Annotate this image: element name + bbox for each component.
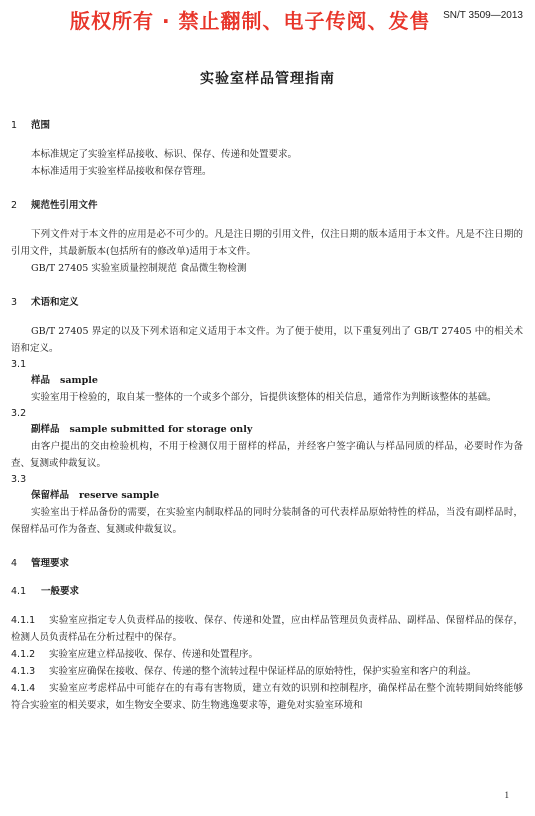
term-definition: 由客户提出的交由检验机构，不用于检测仅用于留样的样品，并经客户签字确认与样品同质的样品，必要时作为备查、复测或仲裁复议。 — [11, 441, 523, 469]
clause-number: 4.1.1 — [11, 615, 36, 626]
term-number: 3.3 — [11, 474, 27, 485]
section-title: 术语和定义 — [31, 297, 79, 308]
section-number: 1 — [11, 120, 18, 131]
copyright-watermark: 版权所有 · 禁止翻制、电子传阅、发售 — [70, 9, 431, 33]
term-definition: 实验室出于样品备份的需要，在实验室内制取样品的同时分装制备的可代表样品原始特性的样品，当没有副样品时，保留样品可作为备查、复测或仲裁复议。 — [11, 507, 523, 535]
term-entry — [11, 487, 523, 504]
section-number: 3 — [11, 297, 18, 308]
clause-text: 实验室应建立样品接收、保存、传递和处置程序。 — [49, 649, 259, 660]
term-zh: 保留样品 — [31, 490, 70, 501]
clause-number: 4.1.4 — [11, 683, 36, 694]
section-number: 2 — [11, 200, 18, 211]
subsection-number: 4.1 — [11, 586, 27, 597]
term-number: 3.2 — [11, 408, 27, 419]
clause-text: 实验室应确保在接收、保存、传递的整个流转过程中保证样品的原始特性，保护实验室和客户的利益。 — [49, 666, 477, 677]
clause-number: 4.1.2 — [11, 649, 36, 660]
section-3-heading — [11, 295, 523, 310]
subsection-title: 一般要求 — [41, 586, 80, 597]
clause-4-1-1 — [11, 612, 523, 646]
paragraph: 本标准适用于实验室样品接收和保存管理。 — [31, 166, 212, 177]
standard-number: SN/T 3509—2013 — [443, 10, 523, 21]
section-4-heading — [11, 556, 523, 571]
term-en: sample — [60, 375, 98, 386]
clause-text: 实验室应考虑样品中可能存在的有毒有害物质，建立有效的识别和控制程序，确保样品在整个流转期间始终能够符合实验室的相关要求，如生物安全要求、防生物逃逸要求等，避免对实验室环境和 — [11, 683, 523, 711]
term-definition: 实验室用于检验的，取自某一整体的一个或多个部分，旨提供该整体的相关信息，通常作为判断该整体的基础。 — [31, 392, 497, 403]
section-title: 规范性引用文件 — [31, 200, 98, 211]
section-2-heading — [11, 198, 523, 213]
term-en: sample submitted for storage only — [69, 424, 253, 435]
subsection-4-1-heading — [11, 584, 523, 599]
paragraph: 下列文件对于本文件的应用是必不可少的。凡是注日期的引用文件，仅注日期的版本适用于本文件。凡是不注日期的引用文件，其最新版本(包括所有的修改单)适用于本文件。 — [11, 229, 523, 257]
page-number: 1 — [504, 790, 509, 800]
section-1-heading — [11, 118, 523, 133]
clause-4-1-2 — [11, 646, 523, 663]
clause-4-1-3 — [11, 663, 523, 680]
term-entry — [11, 372, 523, 389]
section-title: 管理要求 — [31, 558, 70, 569]
term-number: 3.1 — [11, 359, 27, 370]
term-zh: 样品 — [31, 375, 51, 386]
normative-reference: GB/T 27405 实验室质量控制规范 食品微生物检测 — [31, 263, 247, 274]
document-body — [11, 118, 523, 714]
section-title: 范围 — [31, 120, 51, 131]
paragraph: GB/T 27405 界定的以及下列术语和定义适用于本文件。为了便于使用，以下重复列出了 GB/T 27405 中的相关术语和定义。 — [11, 326, 523, 354]
paragraph: 本标准规定了实验室样品接收、标识、保存、传递和处置要求。 — [31, 149, 298, 160]
document-title: 实验室样品管理指南 — [200, 71, 335, 87]
clause-4-1-4 — [11, 680, 523, 714]
section-number: 4 — [11, 558, 18, 569]
term-en: reserve sample — [79, 490, 160, 501]
term-zh: 副样品 — [31, 424, 60, 435]
clause-text: 实验室应指定专人负责样品的接收、保存、传递和处置，应由样品管理员负责样品、副样品、保留样品的保存，检测人员负责样品在分析过程中的保存。 — [11, 615, 523, 643]
term-entry — [11, 421, 523, 438]
clause-number: 4.1.3 — [11, 666, 36, 677]
